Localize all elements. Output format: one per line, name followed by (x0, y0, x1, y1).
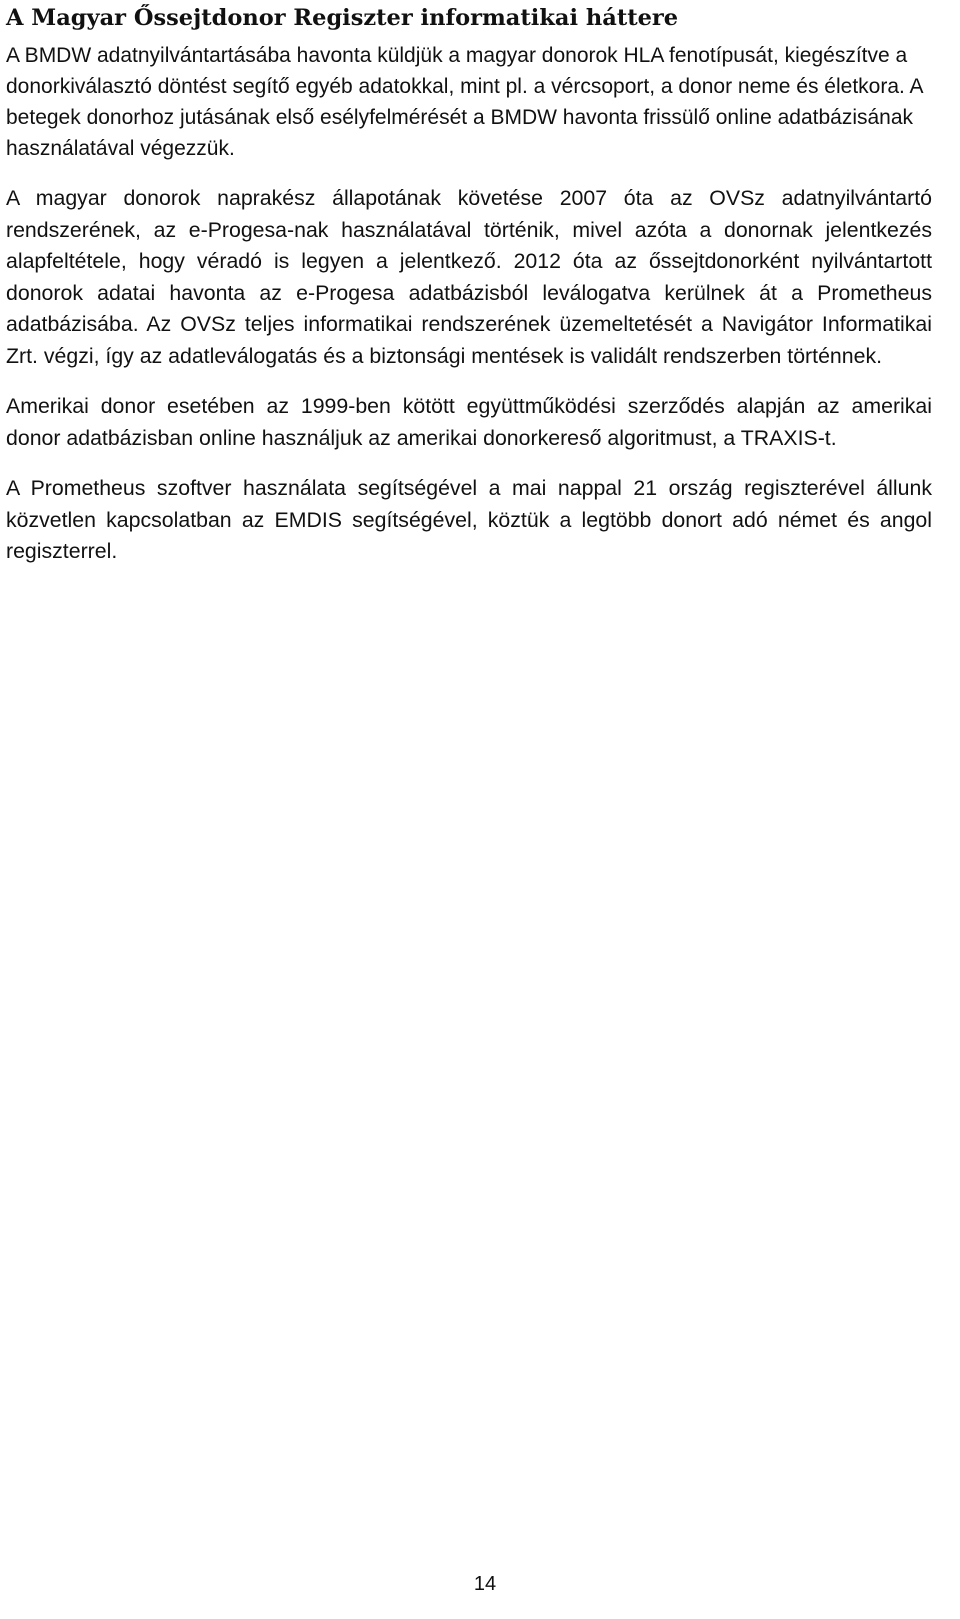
paragraph-prometheus: A Prometheus szoftver használata segítségével a mai nappal 21 ország regiszterével állunk közvetlen kapcsolatban az EMDIS segítségével, köztük a legtöbb donort adó német és angol regiszterrel. (6, 476, 932, 563)
document-page (6, 0, 932, 568)
paragraph-ovsz: A magyar donorok naprakész állapotának követése 2007 óta az OVSz adatnyilvántartó rendszerének, az e-Progesa-nak használatával történik, mivel azóta a donornak jelentkezés alapfeltétele, hogy véradó is legyen a jelentkező. 2012 óta az őssejtdonorként nyilvántartott donorok adatai havonta az e-Progesa adatbázisból leválogatva kerülnek át a Prometheus adatbázisába. Az OVSz teljes informatikai rendszerének üzemeltetését a Navigátor Informatikai Zrt. végzi, így az adatleválogatás és a biztonsági mentések is validált rendszerben történnek. (6, 186, 932, 368)
page-number: 14 (473, 1573, 497, 1595)
paragraph-bmdw: A BMDW adatnyilvántartásába havonta küldjük a magyar donorok HLA fenotípusát, kiegészítve a donorkiválasztó döntést segítő egyéb adatokkal, mint pl. a vércsoport, a donor neme és életkora. A betegek donorhoz jutásának első esélyfelmérését a BMDW havonta frissülő online adatbázisának használatával végezzük. (6, 44, 923, 160)
paragraph-american-donor: Amerikai donor esetében az 1999-ben kötött együttműködési szerződés alapján az amerikai donor adatbázisban online használjuk az amerikai donorkereső algoritmust, a TRAXIS-t. (6, 394, 932, 450)
page-title: A Magyar Őssejtdonor Regiszter informatikai háttere (6, 5, 679, 31)
